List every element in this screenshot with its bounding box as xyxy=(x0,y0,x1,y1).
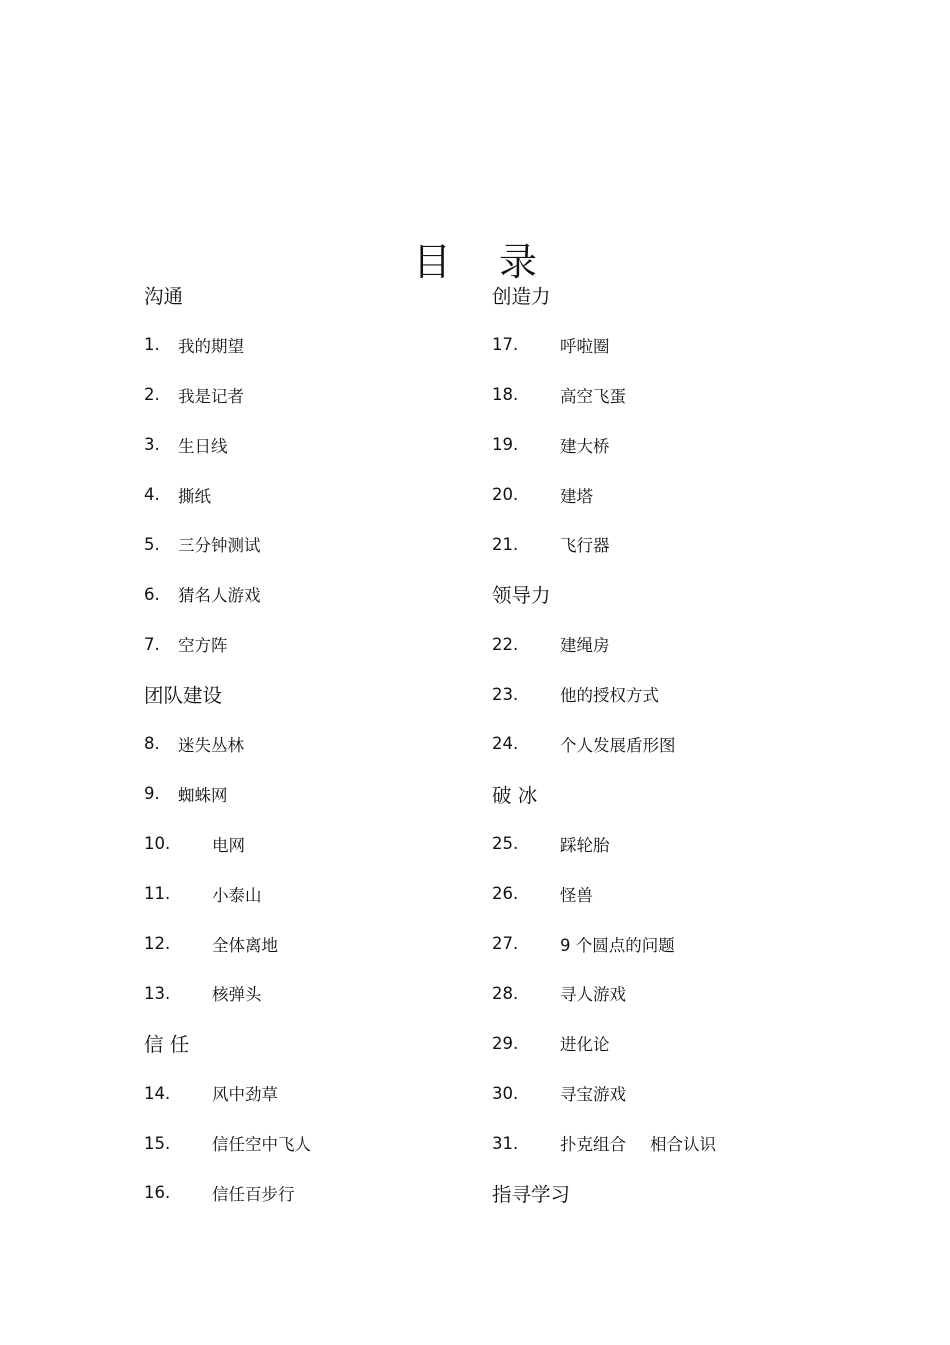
toc-entry xyxy=(492,420,892,470)
toc-entry-title: 建塔 xyxy=(560,486,593,506)
toc-entry xyxy=(492,819,892,869)
toc-entry-title: 猜名人游戏 xyxy=(178,586,261,606)
toc-entry-number: 5. xyxy=(144,534,160,554)
toc-entry-title: 风中劲草 xyxy=(212,1085,278,1105)
toc-entry-title: 9 个圆点的问题 xyxy=(560,935,675,955)
toc-entry-title: 个人发展盾形图 xyxy=(560,735,676,755)
toc-section-heading: 破 冰 xyxy=(492,783,538,807)
toc-entry xyxy=(492,968,892,1018)
toc-entry-number: 10. xyxy=(144,834,171,854)
toc-entry-title: 三分钟测试 xyxy=(178,536,261,556)
toc-entry xyxy=(144,919,544,969)
toc-entry-number: 20. xyxy=(492,485,519,504)
toc-entry-title: 高空飞蛋 xyxy=(560,386,626,406)
toc-entry-title: 寻宝游戏 xyxy=(560,1085,626,1105)
toc-entry-number: 1. xyxy=(144,335,160,355)
toc-entry xyxy=(492,719,892,769)
toc-entry-title: 信任空中飞人 xyxy=(212,1135,311,1155)
toc-entry-title: 小泰山 xyxy=(212,885,262,905)
toc-entry-number: 28. xyxy=(492,983,519,1003)
toc-entry xyxy=(144,769,544,819)
toc-entry xyxy=(144,470,544,520)
toc-section-heading: 领导力 xyxy=(492,584,551,608)
toc-section-heading: 信 任 xyxy=(144,1033,190,1057)
toc-section-heading: 团队建设 xyxy=(144,684,223,708)
toc-entry-title: 建大桥 xyxy=(560,436,610,456)
toc-entry-number: 24. xyxy=(492,734,519,754)
toc-entry-title: 我是记者 xyxy=(178,386,244,406)
toc-entry xyxy=(492,669,892,719)
toc-entry-title: 扑克组合 xyxy=(560,1135,626,1155)
toc-entry xyxy=(492,619,892,669)
toc-entry xyxy=(492,519,892,569)
toc-entry-number: 25. xyxy=(492,834,519,854)
toc-entry-number: 4. xyxy=(144,485,160,504)
toc-entry-title: 蜘蛛网 xyxy=(178,785,228,805)
toc-entry xyxy=(492,919,892,969)
toc-entry-title: 进化论 xyxy=(560,1035,610,1055)
toc-entry xyxy=(144,320,544,370)
toc-right-column xyxy=(492,270,892,1218)
toc-entry-number: 3. xyxy=(144,435,160,455)
toc-entry xyxy=(144,968,544,1018)
toc-entry-title: 空方阵 xyxy=(178,636,228,656)
toc-entry xyxy=(144,619,544,669)
toc-entry-number: 2. xyxy=(144,385,160,405)
toc-entry xyxy=(144,1118,544,1168)
toc-entry-number: 13. xyxy=(144,983,171,1003)
toc-entry xyxy=(144,819,544,869)
toc-entry xyxy=(144,869,544,919)
toc-entry-number: 19. xyxy=(492,435,519,455)
toc-entry-number: 18. xyxy=(492,385,519,405)
toc-entry xyxy=(144,519,544,569)
toc-entry-title: 寻人游戏 xyxy=(560,985,626,1005)
toc-entry-title: 迷失丛林 xyxy=(178,735,244,755)
toc-entry-number: 21. xyxy=(492,534,519,554)
page-title: 目 录 xyxy=(412,240,556,285)
toc-entry-number: 22. xyxy=(492,634,519,654)
toc-entry-number: 12. xyxy=(144,934,171,954)
toc-entry-subtitle: 相合认识 xyxy=(650,1135,716,1155)
toc-entry-title: 我的期望 xyxy=(178,336,244,356)
toc-entry-number: 17. xyxy=(492,335,519,355)
toc-entry-number: 7. xyxy=(144,634,160,654)
toc-entry-title: 他的授权方式 xyxy=(560,686,659,706)
toc-entry-number: 23. xyxy=(492,684,519,704)
toc-entry xyxy=(492,1068,892,1118)
toc-entry-title: 飞行器 xyxy=(560,536,610,556)
toc-entry xyxy=(492,320,892,370)
toc-entry-title: 全体离地 xyxy=(212,935,278,955)
toc-entry xyxy=(144,1168,544,1218)
toc-entry xyxy=(492,1018,892,1068)
toc-entry xyxy=(492,470,892,520)
toc-entry-number: 27. xyxy=(492,934,519,954)
toc-entry-title: 呼啦圈 xyxy=(560,336,610,356)
toc-entry xyxy=(492,370,892,420)
toc-entry-number: 26. xyxy=(492,884,519,904)
toc-entry xyxy=(144,569,544,619)
toc-entry-title: 生日线 xyxy=(178,436,228,456)
toc-entry-title: 怪兽 xyxy=(560,885,593,905)
toc-entry-title: 电网 xyxy=(212,835,245,855)
toc-entry-title: 建绳房 xyxy=(560,636,610,656)
toc-section-heading: 创造力 xyxy=(492,284,551,308)
toc-entry-title: 信任百步行 xyxy=(212,1184,295,1204)
toc-entry xyxy=(492,1118,892,1168)
toc-entry xyxy=(144,370,544,420)
toc-entry-number: 6. xyxy=(144,584,160,604)
toc-entry-number: 9. xyxy=(144,784,160,804)
toc-entry xyxy=(144,1068,544,1118)
toc-entry-number: 11. xyxy=(144,884,171,904)
toc-left-column xyxy=(144,270,544,1218)
toc-entry-number: 31. xyxy=(492,1133,519,1153)
toc-section-heading: 指寻学习 xyxy=(492,1182,571,1206)
toc-entry xyxy=(144,719,544,769)
toc-entry xyxy=(492,869,892,919)
toc-section-heading: 沟通 xyxy=(144,284,184,308)
toc-entry-title: 撕纸 xyxy=(178,486,211,506)
toc-entry-number: 30. xyxy=(492,1083,519,1103)
toc-entry-number: 8. xyxy=(144,734,160,754)
toc-entry-title: 核弹头 xyxy=(212,985,262,1005)
toc-entry-title: 踩轮胎 xyxy=(560,835,610,855)
toc-entry-number: 14. xyxy=(144,1083,171,1103)
toc-entry xyxy=(144,420,544,470)
toc-entry-number: 15. xyxy=(144,1133,171,1153)
toc-entry-number: 16. xyxy=(144,1183,171,1203)
toc-entry-number: 29. xyxy=(492,1033,519,1053)
